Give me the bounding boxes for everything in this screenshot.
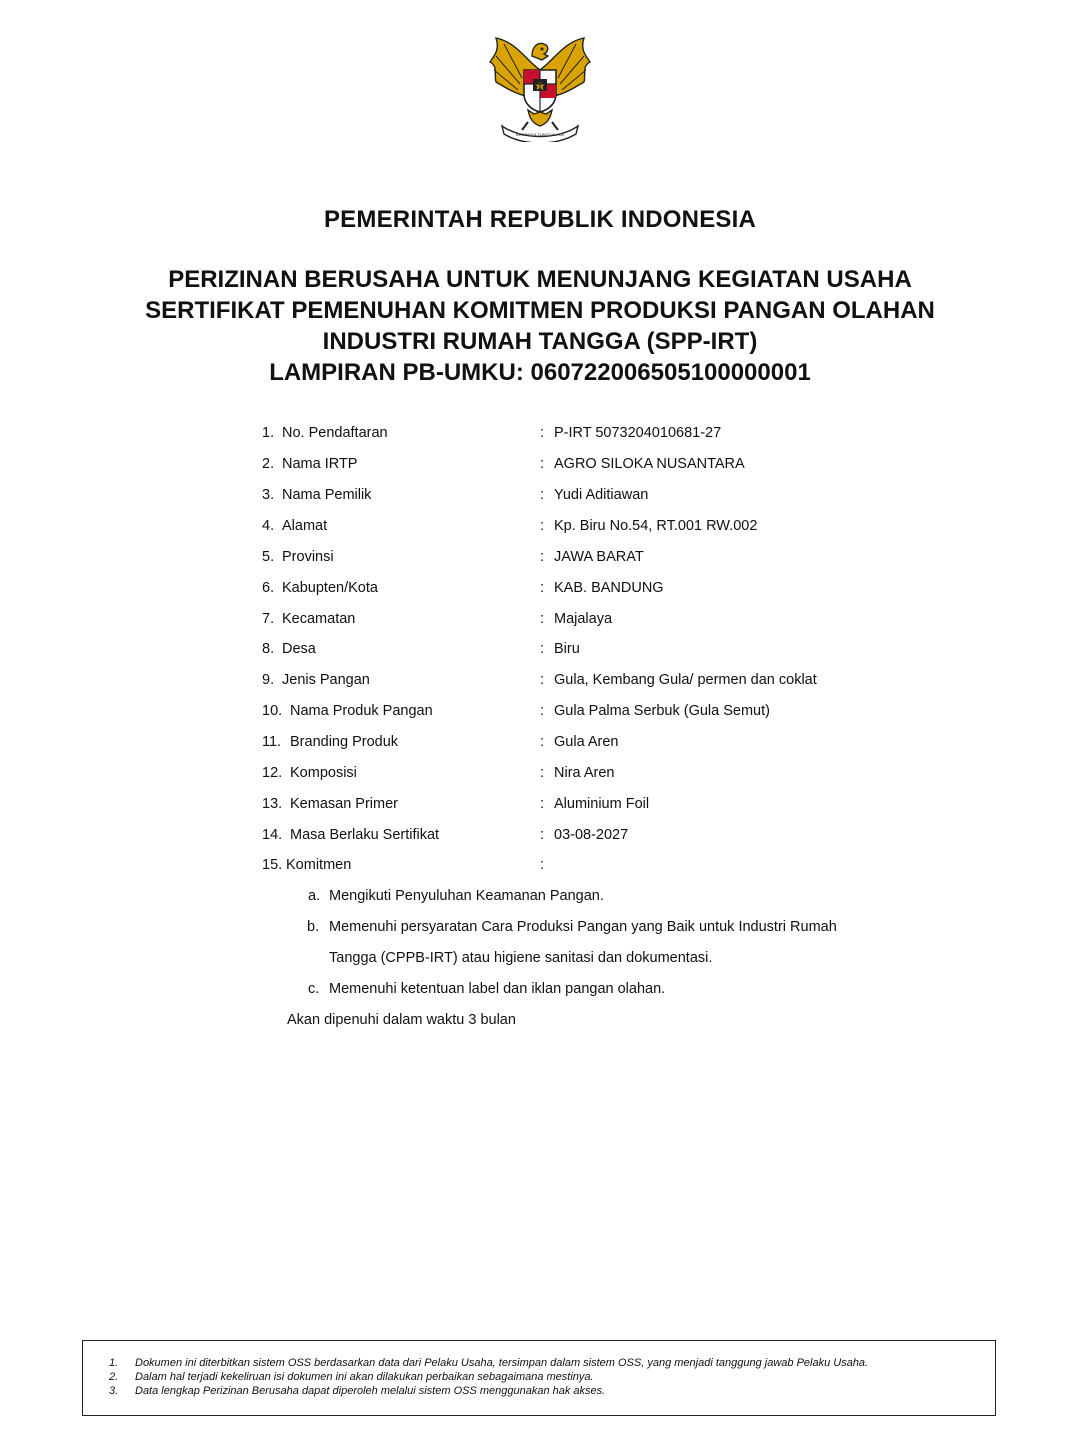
field-label: Nama Pemilik	[282, 487, 372, 503]
komitmen-text-continued: Tangga (CPPB-IRT) atau higiene sanitasi dan dokumentasi.	[329, 950, 713, 966]
title-line-2: SERTIFIKAT PEMENUHAN KOMITMEN PRODUKSI PANGAN OLAHAN	[145, 297, 935, 324]
footnote-number: 3.	[109, 1385, 119, 1397]
field-colon: :	[540, 580, 545, 596]
field-row	[262, 672, 882, 692]
field-row	[262, 734, 882, 754]
field-number: 2.	[262, 456, 275, 472]
field-number: 3.	[262, 487, 275, 503]
title-line-4: LAMPIRAN PB-UMKU: 060722006505100000001	[269, 359, 811, 386]
field-value: Gula Palma Serbuk (Gula Semut)	[554, 703, 770, 719]
field-row	[262, 641, 882, 661]
field-number: 11.	[262, 734, 282, 750]
komitmen-letter: b.	[307, 919, 320, 935]
field-colon: :	[540, 549, 545, 565]
field-row	[262, 703, 882, 723]
field-value: JAWA BARAT	[554, 549, 644, 565]
footnote-number: 2.	[109, 1371, 119, 1383]
field-value: Biru	[554, 641, 580, 657]
field-label: Alamat	[282, 518, 328, 534]
field-row	[262, 549, 882, 569]
title-line-3: INDUSTRI RUMAH TANGGA (SPP-IRT)	[322, 328, 758, 355]
field-colon: :	[540, 456, 545, 472]
field-row	[262, 580, 882, 600]
field-label: Jenis Pangan	[282, 672, 370, 688]
field-number: 4.	[262, 518, 275, 534]
field-label: Komposisi	[290, 765, 357, 781]
field-value: AGRO SILOKA NUSANTARA	[554, 456, 745, 472]
footnote-number: 1.	[109, 1357, 119, 1369]
field-number: 15.	[262, 857, 283, 873]
komitmen-text: Memenuhi ketentuan label dan iklan pangan olahan.	[329, 981, 666, 997]
field-colon: :	[540, 425, 545, 441]
field-colon: :	[540, 796, 545, 812]
garuda-emblem-icon	[486, 30, 594, 142]
footer-notes-box	[82, 1340, 996, 1416]
field-label: Kabupten/Kota	[282, 580, 378, 596]
field-number: 10.	[262, 703, 283, 719]
field-number: 5.	[262, 549, 275, 565]
field-label: No. Pendaftaran	[282, 425, 388, 441]
field-colon: :	[540, 703, 545, 719]
field-label: Masa Berlaku Sertifikat	[290, 827, 440, 843]
komitmen-note: Akan dipenuhi dalam waktu 3 bulan	[287, 1012, 516, 1028]
field-label: Kemasan Primer	[290, 796, 398, 812]
field-colon: :	[540, 827, 545, 843]
field-colon: :	[540, 734, 545, 750]
field-colon: :	[540, 518, 545, 534]
field-number: 1.	[262, 425, 275, 441]
field-number: 9.	[262, 672, 275, 688]
field-number: 14.	[262, 827, 283, 843]
field-colon: :	[540, 641, 545, 657]
field-label: Desa	[282, 641, 316, 657]
field-row	[262, 456, 882, 476]
field-number: 7.	[262, 611, 275, 627]
field-value: Kp. Biru No.54, RT.001 RW.002	[554, 518, 758, 534]
field-colon: :	[540, 765, 545, 781]
document-title	[0, 264, 1080, 388]
field-row	[262, 857, 882, 877]
komitmen-text: Mengikuti Penyuluhan Keamanan Pangan.	[329, 888, 604, 904]
field-label: Nama IRTP	[282, 456, 358, 472]
field-colon: :	[540, 487, 545, 503]
field-colon: :	[540, 611, 545, 627]
field-value: 03-08-2027	[554, 827, 629, 843]
komitmen-letter: a.	[308, 888, 321, 904]
field-value: Yudi Aditiawan	[554, 487, 649, 503]
field-value: Gula, Kembang Gula/ permen dan coklat	[554, 672, 817, 688]
title-line-1: PERIZINAN BERUSAHA UNTUK MENUNJANG KEGIATAN USAHA	[168, 266, 912, 293]
field-number: 13.	[262, 796, 283, 812]
field-number: 6.	[262, 580, 275, 596]
field-value: Aluminium Foil	[554, 796, 650, 812]
field-number: 8.	[262, 641, 275, 657]
government-title: PEMERINTAH REPUBLIK INDONESIA	[323, 206, 757, 233]
field-label: Branding Produk	[290, 734, 399, 750]
field-row	[262, 827, 882, 847]
field-value: Gula Aren	[554, 734, 619, 750]
field-row	[262, 796, 882, 816]
field-label: Kecamatan	[282, 611, 356, 627]
field-value: Nira Aren	[554, 765, 615, 781]
field-colon: :	[540, 857, 545, 873]
field-label: Provinsi	[282, 549, 334, 565]
field-value: KAB. BANDUNG	[554, 580, 664, 596]
komitmen-letter: c.	[308, 981, 320, 997]
svg-text:BHINNEKA TUNGGAL IKA: BHINNEKA TUNGGAL IKA	[515, 132, 565, 137]
field-label: Nama Produk Pangan	[290, 703, 433, 719]
komitmen-text: Memenuhi persyaratan Cara Produksi Pangan yang Baik untuk Industri Rumah	[329, 919, 837, 935]
field-row	[262, 611, 882, 631]
field-row	[262, 487, 882, 507]
field-label: Komitmen	[286, 857, 352, 873]
field-row	[262, 518, 882, 538]
field-colon: :	[540, 672, 545, 688]
field-row	[262, 765, 882, 785]
field-value: P-IRT 5073204010681-27	[554, 425, 722, 441]
field-row	[262, 425, 882, 445]
field-value: Majalaya	[554, 611, 613, 627]
footnote-text: Data lengkap Perizinan Berusaha dapat diperoleh melalui sistem OSS menggunakan hak akses.	[135, 1385, 606, 1397]
footnote-text: Dokumen ini diterbitkan sistem OSS berdasarkan data dari Pelaku Usaha, tersimpan dalam sistem OSS, yang menjadi tanggung jawab Pelaku Usaha.	[135, 1357, 869, 1369]
field-number: 12.	[262, 765, 283, 781]
footnote-text: Dalam hal terjadi kekeliruan isi dokumen ini akan dilakukan perbaikan sebagaimana mestinya.	[135, 1371, 594, 1383]
